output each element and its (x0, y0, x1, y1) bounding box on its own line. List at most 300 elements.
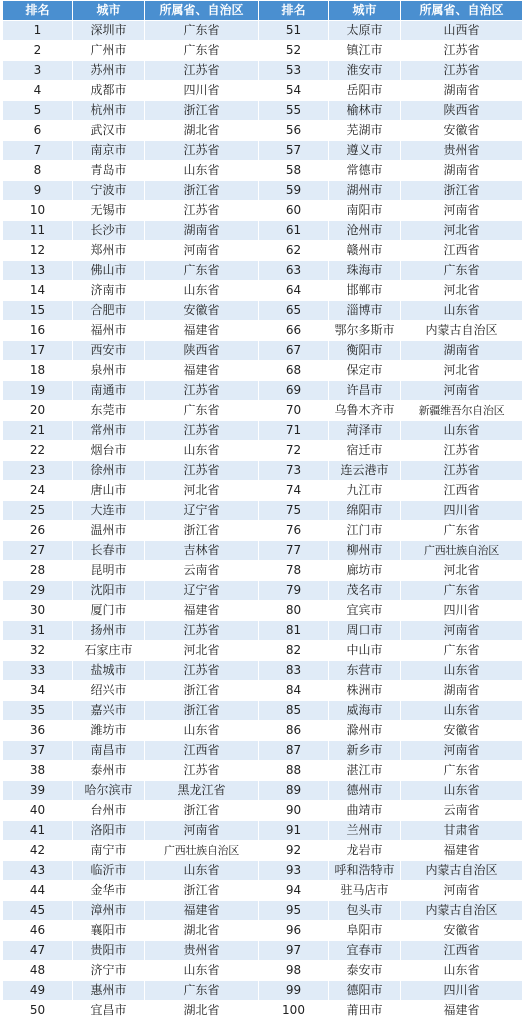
city-cell: 南阳市 (329, 201, 401, 221)
city-cell: 西安市 (73, 341, 145, 361)
city-cell: 郑州市 (73, 241, 145, 261)
rank-cell: 6 (3, 121, 73, 141)
rank-cell: 28 (3, 561, 73, 581)
rank-cell: 30 (3, 601, 73, 621)
city-cell: 惠州市 (73, 981, 145, 1001)
rank-cell: 93 (259, 861, 329, 881)
province-cell: 河北省 (145, 641, 259, 661)
rank-cell: 75 (259, 501, 329, 521)
table-row (3, 701, 523, 721)
table-row (3, 681, 523, 701)
rank-cell: 83 (259, 661, 329, 681)
table-row (3, 361, 523, 381)
city-cell: 廊坊市 (329, 561, 401, 581)
city-cell: 唐山市 (73, 481, 145, 501)
province-cell: 江苏省 (401, 441, 523, 461)
province-cell: 湖南省 (401, 681, 523, 701)
city-cell: 岳阳市 (329, 81, 401, 101)
province-cell: 辽宁省 (145, 581, 259, 601)
rank-cell: 41 (3, 821, 73, 841)
rank-cell: 90 (259, 801, 329, 821)
province-cell: 浙江省 (401, 181, 523, 201)
rank-cell: 19 (3, 381, 73, 401)
rank-cell: 38 (3, 761, 73, 781)
table-row (3, 281, 523, 301)
province-cell: 山东省 (401, 961, 523, 981)
table-row (3, 581, 523, 601)
table-row (3, 381, 523, 401)
table-row (3, 341, 523, 361)
city-cell: 漳州市 (73, 901, 145, 921)
header-rank: 排名 (3, 1, 73, 21)
city-ranking-table (2, 0, 523, 1021)
city-cell: 金华市 (73, 881, 145, 901)
city-cell: 太原市 (329, 21, 401, 41)
province-cell: 安徽省 (401, 921, 523, 941)
province-cell: 江西省 (401, 941, 523, 961)
province-cell: 河南省 (401, 741, 523, 761)
province-cell: 山西省 (401, 21, 523, 41)
city-cell: 周口市 (329, 621, 401, 641)
table-row (3, 321, 523, 341)
rank-cell: 8 (3, 161, 73, 181)
province-cell: 广东省 (145, 41, 259, 61)
table-row (3, 721, 523, 741)
rank-cell: 37 (3, 741, 73, 761)
header-province: 所属省、自治区 (145, 1, 259, 21)
rank-cell: 86 (259, 721, 329, 741)
table-row (3, 501, 523, 521)
province-cell: 湖南省 (401, 341, 523, 361)
rank-cell: 13 (3, 261, 73, 281)
city-cell: 南京市 (73, 141, 145, 161)
province-cell: 湖南省 (401, 161, 523, 181)
rank-cell: 92 (259, 841, 329, 861)
city-cell: 嘉兴市 (73, 701, 145, 721)
province-cell: 江苏省 (145, 661, 259, 681)
city-cell: 襄阳市 (73, 921, 145, 941)
rank-cell: 43 (3, 861, 73, 881)
province-cell: 山东省 (401, 701, 523, 721)
rank-cell: 68 (259, 361, 329, 381)
table-row (3, 961, 523, 981)
city-cell: 贵阳市 (73, 941, 145, 961)
city-cell: 茂名市 (329, 581, 401, 601)
province-cell: 山东省 (145, 281, 259, 301)
rank-cell: 32 (3, 641, 73, 661)
province-cell: 湖南省 (401, 81, 523, 101)
city-cell: 东营市 (329, 661, 401, 681)
rank-cell: 20 (3, 401, 73, 421)
city-cell: 盐城市 (73, 661, 145, 681)
city-cell: 德州市 (329, 781, 401, 801)
table-row (3, 21, 523, 41)
city-cell: 潍坊市 (73, 721, 145, 741)
province-cell: 贵州省 (145, 941, 259, 961)
province-cell: 湖南省 (145, 221, 259, 241)
city-cell: 厦门市 (73, 601, 145, 621)
table-row (3, 781, 523, 801)
city-cell: 芜湖市 (329, 121, 401, 141)
city-cell: 泰州市 (73, 761, 145, 781)
rank-cell: 39 (3, 781, 73, 801)
city-cell: 珠海市 (329, 261, 401, 281)
province-cell: 河南省 (401, 881, 523, 901)
rank-cell: 60 (259, 201, 329, 221)
rank-cell: 17 (3, 341, 73, 361)
rank-cell: 98 (259, 961, 329, 981)
province-cell: 江苏省 (145, 141, 259, 161)
rank-cell: 97 (259, 941, 329, 961)
rank-cell: 64 (259, 281, 329, 301)
province-cell: 浙江省 (145, 101, 259, 121)
city-cell: 滁州市 (329, 721, 401, 741)
province-cell: 江苏省 (145, 421, 259, 441)
province-cell: 广东省 (401, 581, 523, 601)
rank-cell: 7 (3, 141, 73, 161)
province-cell: 江苏省 (145, 761, 259, 781)
table-row (3, 521, 523, 541)
rank-cell: 65 (259, 301, 329, 321)
rank-cell: 36 (3, 721, 73, 741)
rank-cell: 67 (259, 341, 329, 361)
province-cell: 浙江省 (145, 521, 259, 541)
rank-cell: 77 (259, 541, 329, 561)
city-cell: 许昌市 (329, 381, 401, 401)
rank-cell: 1 (3, 21, 73, 41)
city-cell: 乌鲁木齐市 (329, 401, 401, 421)
city-cell: 台州市 (73, 801, 145, 821)
rank-cell: 18 (3, 361, 73, 381)
rank-cell: 44 (3, 881, 73, 901)
rank-cell: 87 (259, 741, 329, 761)
table-row (3, 421, 523, 441)
province-cell: 安徽省 (401, 721, 523, 741)
province-cell: 吉林省 (145, 541, 259, 561)
city-cell: 阜阳市 (329, 921, 401, 941)
province-cell: 湖北省 (145, 921, 259, 941)
province-cell: 江苏省 (145, 61, 259, 81)
province-cell: 江西省 (401, 481, 523, 501)
rank-cell: 52 (259, 41, 329, 61)
province-cell: 江苏省 (145, 381, 259, 401)
rank-cell: 71 (259, 421, 329, 441)
province-cell: 山东省 (145, 961, 259, 981)
city-cell: 江门市 (329, 521, 401, 541)
rank-cell: 66 (259, 321, 329, 341)
city-cell: 威海市 (329, 701, 401, 721)
rank-cell: 72 (259, 441, 329, 461)
rank-cell: 31 (3, 621, 73, 641)
province-cell: 广东省 (145, 21, 259, 41)
province-cell: 山东省 (401, 661, 523, 681)
province-cell: 甘肃省 (401, 821, 523, 841)
table-row (3, 801, 523, 821)
city-cell: 赣州市 (329, 241, 401, 261)
table-row (3, 401, 523, 421)
province-cell: 福建省 (145, 901, 259, 921)
province-cell: 陕西省 (145, 341, 259, 361)
rank-cell: 59 (259, 181, 329, 201)
table-row (3, 461, 523, 481)
rank-cell: 62 (259, 241, 329, 261)
province-cell: 辽宁省 (145, 501, 259, 521)
province-cell: 贵州省 (401, 141, 523, 161)
city-cell: 宿迁市 (329, 441, 401, 461)
rank-cell: 23 (3, 461, 73, 481)
rank-cell: 53 (259, 61, 329, 81)
rank-cell: 99 (259, 981, 329, 1001)
city-cell: 无锡市 (73, 201, 145, 221)
province-cell: 浙江省 (145, 181, 259, 201)
rank-cell: 47 (3, 941, 73, 961)
city-cell: 镇江市 (329, 41, 401, 61)
table-row (3, 921, 523, 941)
province-cell: 广东省 (145, 401, 259, 421)
rank-cell: 9 (3, 181, 73, 201)
province-cell: 广东省 (145, 261, 259, 281)
table-row (3, 221, 523, 241)
province-cell: 河北省 (401, 561, 523, 581)
province-cell: 安徽省 (145, 301, 259, 321)
province-cell: 四川省 (401, 981, 523, 1001)
province-cell: 山东省 (401, 781, 523, 801)
table-row (3, 61, 523, 81)
city-cell: 沈阳市 (73, 581, 145, 601)
rank-cell: 79 (259, 581, 329, 601)
table-row (3, 941, 523, 961)
city-cell: 兰州市 (329, 821, 401, 841)
province-cell: 山东省 (401, 301, 523, 321)
province-cell: 河南省 (145, 821, 259, 841)
city-cell: 邯郸市 (329, 281, 401, 301)
city-cell: 扬州市 (73, 621, 145, 641)
province-cell: 山东省 (145, 861, 259, 881)
province-cell: 山东省 (145, 441, 259, 461)
city-cell: 包头市 (329, 901, 401, 921)
rank-cell: 100 (259, 1001, 329, 1021)
city-cell: 宜春市 (329, 941, 401, 961)
province-cell: 福建省 (145, 321, 259, 341)
table-row (3, 121, 523, 141)
province-cell: 河南省 (401, 381, 523, 401)
rank-cell: 24 (3, 481, 73, 501)
rank-cell: 95 (259, 901, 329, 921)
header-row (3, 1, 523, 21)
table-row (3, 761, 523, 781)
city-cell: 泉州市 (73, 361, 145, 381)
table-row (3, 481, 523, 501)
header-rank: 排名 (259, 1, 329, 21)
province-cell: 江苏省 (145, 461, 259, 481)
table-row (3, 41, 523, 61)
city-cell: 长沙市 (73, 221, 145, 241)
rank-cell: 29 (3, 581, 73, 601)
city-cell: 南通市 (73, 381, 145, 401)
rank-cell: 34 (3, 681, 73, 701)
city-cell: 绵阳市 (329, 501, 401, 521)
rank-cell: 76 (259, 521, 329, 541)
rank-cell: 63 (259, 261, 329, 281)
city-cell: 德阳市 (329, 981, 401, 1001)
rank-cell: 56 (259, 121, 329, 141)
city-cell: 常德市 (329, 161, 401, 181)
city-cell: 驻马店市 (329, 881, 401, 901)
rank-cell: 88 (259, 761, 329, 781)
rank-cell: 78 (259, 561, 329, 581)
rank-cell: 15 (3, 301, 73, 321)
table-row (3, 901, 523, 921)
table-row (3, 441, 523, 461)
rank-cell: 25 (3, 501, 73, 521)
province-cell: 福建省 (145, 601, 259, 621)
province-cell: 广西壮族自治区 (145, 841, 259, 861)
province-cell: 浙江省 (145, 801, 259, 821)
city-cell: 深圳市 (73, 21, 145, 41)
rank-cell: 2 (3, 41, 73, 61)
table-row (3, 841, 523, 861)
table-row (3, 661, 523, 681)
province-cell: 安徽省 (401, 121, 523, 141)
city-cell: 杭州市 (73, 101, 145, 121)
table-row (3, 181, 523, 201)
city-cell: 温州市 (73, 521, 145, 541)
rank-cell: 42 (3, 841, 73, 861)
province-cell: 广西壮族自治区 (401, 541, 523, 561)
city-cell: 南昌市 (73, 741, 145, 761)
rank-cell: 81 (259, 621, 329, 641)
rank-cell: 4 (3, 81, 73, 101)
province-cell: 江苏省 (401, 461, 523, 481)
table-row (3, 161, 523, 181)
table-body (3, 21, 523, 1021)
city-cell: 长春市 (73, 541, 145, 561)
province-cell: 江西省 (145, 741, 259, 761)
province-cell: 河南省 (145, 241, 259, 261)
table-row (3, 101, 523, 121)
rank-cell: 35 (3, 701, 73, 721)
province-cell: 浙江省 (145, 881, 259, 901)
rank-cell: 12 (3, 241, 73, 261)
province-cell: 福建省 (145, 361, 259, 381)
city-cell: 连云港市 (329, 461, 401, 481)
rank-cell: 82 (259, 641, 329, 661)
city-cell: 柳州市 (329, 541, 401, 561)
province-cell: 黑龙江省 (145, 781, 259, 801)
rank-cell: 46 (3, 921, 73, 941)
city-cell: 宁波市 (73, 181, 145, 201)
city-cell: 泰安市 (329, 961, 401, 981)
city-cell: 武汉市 (73, 121, 145, 141)
rank-cell: 61 (259, 221, 329, 241)
rank-cell: 73 (259, 461, 329, 481)
province-cell: 山东省 (145, 721, 259, 741)
city-cell: 中山市 (329, 641, 401, 661)
city-cell: 淄博市 (329, 301, 401, 321)
table-row (3, 301, 523, 321)
rank-cell: 96 (259, 921, 329, 941)
city-cell: 苏州市 (73, 61, 145, 81)
city-cell: 合肥市 (73, 301, 145, 321)
rank-cell: 51 (259, 21, 329, 41)
province-cell: 广东省 (401, 641, 523, 661)
city-cell: 呼和浩特市 (329, 861, 401, 881)
rank-cell: 91 (259, 821, 329, 841)
rank-cell: 57 (259, 141, 329, 161)
city-cell: 东莞市 (73, 401, 145, 421)
table-row (3, 201, 523, 221)
table-row (3, 261, 523, 281)
table-row (3, 821, 523, 841)
city-cell: 湖州市 (329, 181, 401, 201)
city-cell: 菏泽市 (329, 421, 401, 441)
province-cell: 江苏省 (401, 61, 523, 81)
city-cell: 绍兴市 (73, 681, 145, 701)
rank-cell: 45 (3, 901, 73, 921)
city-cell: 福州市 (73, 321, 145, 341)
city-cell: 哈尔滨市 (73, 781, 145, 801)
province-cell: 河南省 (401, 201, 523, 221)
city-cell: 沧州市 (329, 221, 401, 241)
rank-cell: 85 (259, 701, 329, 721)
city-cell: 宜昌市 (73, 1001, 145, 1021)
city-cell: 莆田市 (329, 1001, 401, 1021)
table-row (3, 541, 523, 561)
city-cell: 九江市 (329, 481, 401, 501)
province-cell: 福建省 (401, 841, 523, 861)
province-cell: 陕西省 (401, 101, 523, 121)
rank-cell: 27 (3, 541, 73, 561)
province-cell: 云南省 (401, 801, 523, 821)
province-cell: 广东省 (145, 981, 259, 1001)
rank-cell: 11 (3, 221, 73, 241)
rank-cell: 55 (259, 101, 329, 121)
rank-cell: 58 (259, 161, 329, 181)
city-cell: 济南市 (73, 281, 145, 301)
table-row (3, 81, 523, 101)
city-cell: 遵义市 (329, 141, 401, 161)
rank-cell: 94 (259, 881, 329, 901)
city-cell: 大连市 (73, 501, 145, 521)
province-cell: 内蒙古自治区 (401, 321, 523, 341)
table-row (3, 741, 523, 761)
table-row (3, 861, 523, 881)
province-cell: 河南省 (401, 621, 523, 641)
rank-cell: 26 (3, 521, 73, 541)
province-cell: 四川省 (145, 81, 259, 101)
city-cell: 石家庄市 (73, 641, 145, 661)
rank-cell: 3 (3, 61, 73, 81)
city-cell: 成都市 (73, 81, 145, 101)
province-cell: 浙江省 (145, 681, 259, 701)
rank-cell: 16 (3, 321, 73, 341)
city-cell: 济宁市 (73, 961, 145, 981)
table-row (3, 881, 523, 901)
rank-cell: 80 (259, 601, 329, 621)
province-cell: 湖北省 (145, 1001, 259, 1021)
table-row (3, 601, 523, 621)
rank-cell: 69 (259, 381, 329, 401)
table-row (3, 241, 523, 261)
city-cell: 南宁市 (73, 841, 145, 861)
rank-cell: 22 (3, 441, 73, 461)
rank-cell: 40 (3, 801, 73, 821)
city-cell: 洛阳市 (73, 821, 145, 841)
province-cell: 河北省 (401, 221, 523, 241)
city-cell: 常州市 (73, 421, 145, 441)
city-cell: 徐州市 (73, 461, 145, 481)
table-row (3, 981, 523, 1001)
